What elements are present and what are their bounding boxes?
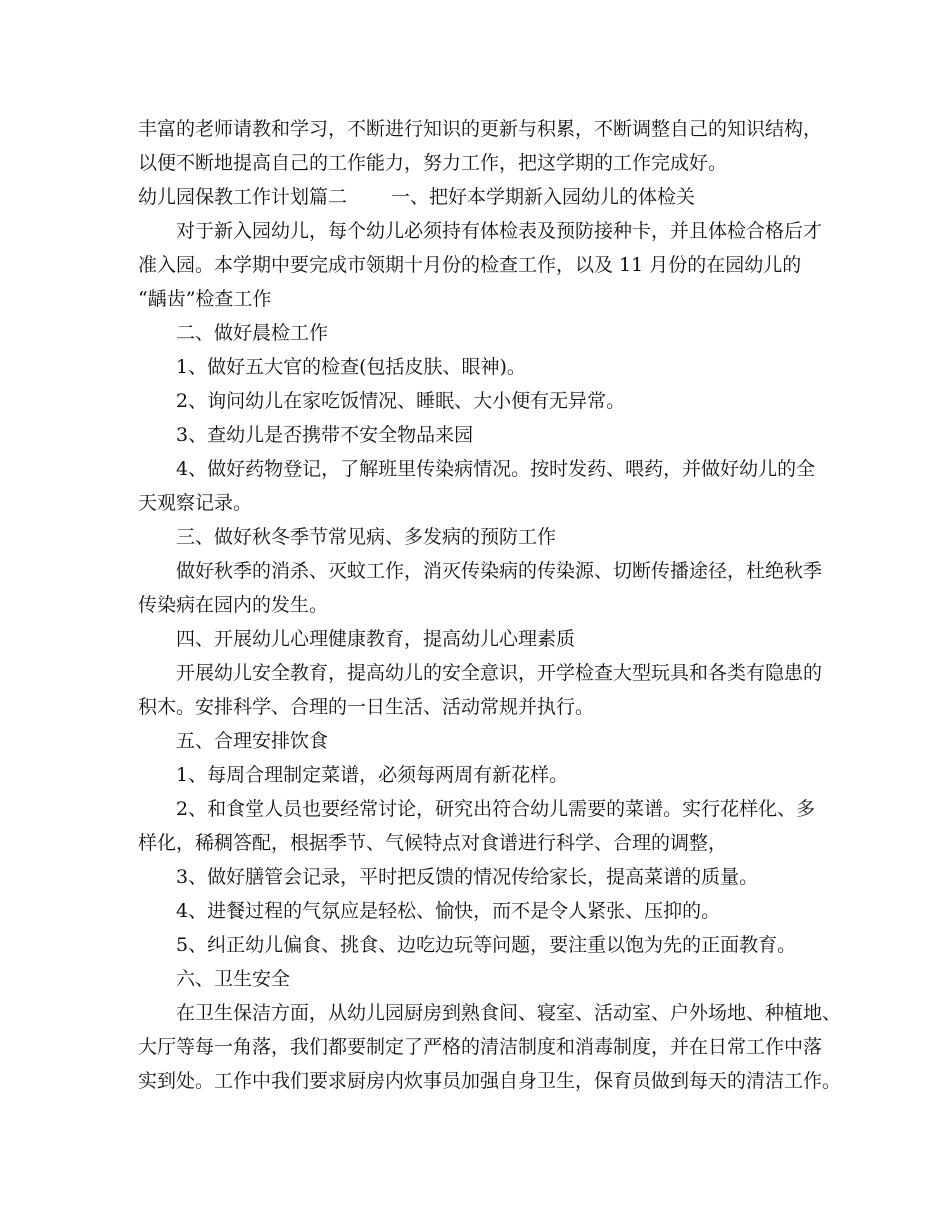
text-line-content: 4、做好药物登记，了解班里传染病情况。按时发药、喂药，并做好幼儿的全 (176, 458, 816, 480)
text-line-content: 以便不断地提高自己的工作能力，努力工作，把这学期的工作完成好。 (138, 152, 728, 174)
text-line (138, 962, 818, 996)
document-body (138, 112, 842, 1098)
text-line-content: 对于新入园幼儿，每个幼儿必须持有体检表及预防接种卡，并且体检合格后才 (176, 220, 823, 242)
text-line-content: “龋齿”检查工作 (138, 288, 272, 310)
text-line (138, 350, 818, 384)
text-line (138, 214, 823, 248)
text-line (138, 486, 818, 520)
text-line (138, 452, 818, 486)
text-line-content: 五、合理安排饮食 (176, 730, 329, 752)
text-line-content: 传染病在园内的发生。 (138, 594, 329, 616)
text-line (138, 384, 818, 418)
text-line-content: 样化，稀稠答配，根据季节、气候特点对食谱进行科学、合理的调整， (138, 832, 728, 854)
text-line (138, 554, 823, 588)
text-line (138, 112, 823, 146)
text-line-content: 1、做好五大官的检查(包括皮肤、眼神)。 (176, 356, 526, 378)
text-line-content: 5、纠正幼儿偏食、挑食、边吃边玩等问题，要注重以饱为先的正面教育。 (176, 934, 797, 956)
text-line-content: 做好秋季的消杀、灭蚊工作，消灭传染病的传染源、切断传播途径，杜绝秋季 (176, 560, 823, 582)
text-line-content: 天观察记录。 (138, 492, 253, 514)
text-line (138, 826, 818, 860)
text-line (138, 996, 842, 1030)
text-line (138, 928, 818, 962)
text-line (138, 1064, 842, 1098)
text-line (138, 146, 818, 180)
text-line-content: 在卫生保洁方面，从幼儿园厨房到熟食间、寝室、活动室、户外场地、种植地、 (176, 1002, 842, 1024)
text-line-content: 2、和食堂人员也要经常讨论，研究出符合幼儿需要的菜谱。实行花样化、多 (176, 798, 816, 820)
text-line (138, 1030, 823, 1064)
text-line-content: 开展幼儿安全教育，提高幼儿的安全意识，开学检查大型玩具和各类有隐患的 (176, 662, 823, 684)
text-line (138, 792, 818, 826)
section-heading: 一、把好本学期新入园幼儿的体检关 (391, 186, 696, 208)
text-line (138, 418, 818, 452)
text-line-content: 2、询问幼儿在家吃饭情况、睡眠、大小便有无异常。 (176, 390, 626, 412)
text-line (138, 282, 818, 316)
text-line (138, 656, 823, 690)
text-line-content: 三、做好秋冬季节常见病、多发病的预防工作 (176, 526, 557, 548)
text-line (138, 860, 818, 894)
text-line-content: 大厅等每一角落，我们都要制定了严格的清洁制度和消毒制度，并在日常工作中落 (138, 1036, 823, 1058)
text-line (138, 758, 818, 792)
text-line-content: 六、卫生安全 (176, 968, 291, 990)
text-line (138, 588, 818, 622)
text-line-content: 二、做好晨检工作 (176, 322, 329, 344)
text-line (138, 316, 818, 350)
text-line-content: 实到处。工作中我们要求厨房内炊事员加强自身卫生，保育员做到每天的清洁工作。 (138, 1070, 842, 1092)
text-line (138, 622, 818, 656)
text-line (138, 520, 818, 554)
text-line-content: 3、做好膳管会记录，平时把反馈的情况传给家长，提高菜谱的质量。 (176, 866, 759, 888)
text-line-content: 丰富的老师请教和学习，不断进行知识的更新与积累，不断调整自己的知识结构， (138, 118, 823, 140)
text-line-content: 3、查幼儿是否携带不安全物品来园 (176, 424, 474, 446)
text-line-content: 1、每周合理制定菜谱，必须每两周有新花样。 (176, 764, 569, 786)
text-line-content: 4、进餐过程的气氛应是轻松、愉快，而不是令人紧张、压抑的。 (176, 900, 721, 922)
text-line-content: 四、开展幼儿心理健康教育，提高幼儿心理素质 (176, 628, 576, 650)
text-line-content: 积木。安排科学、合理的一日生活、活动常规并执行。 (138, 696, 595, 718)
text-line (138, 724, 818, 758)
text-line-content: 幼儿园保教工作计划篇二 (138, 186, 348, 208)
text-line (138, 690, 818, 724)
text-line (138, 894, 818, 928)
text-line (138, 248, 818, 282)
text-line-content: 准入园。本学期中要完成市领期十月份的检查工作，以及 11 月份的在园幼儿的 (138, 254, 802, 276)
text-line (138, 180, 818, 214)
